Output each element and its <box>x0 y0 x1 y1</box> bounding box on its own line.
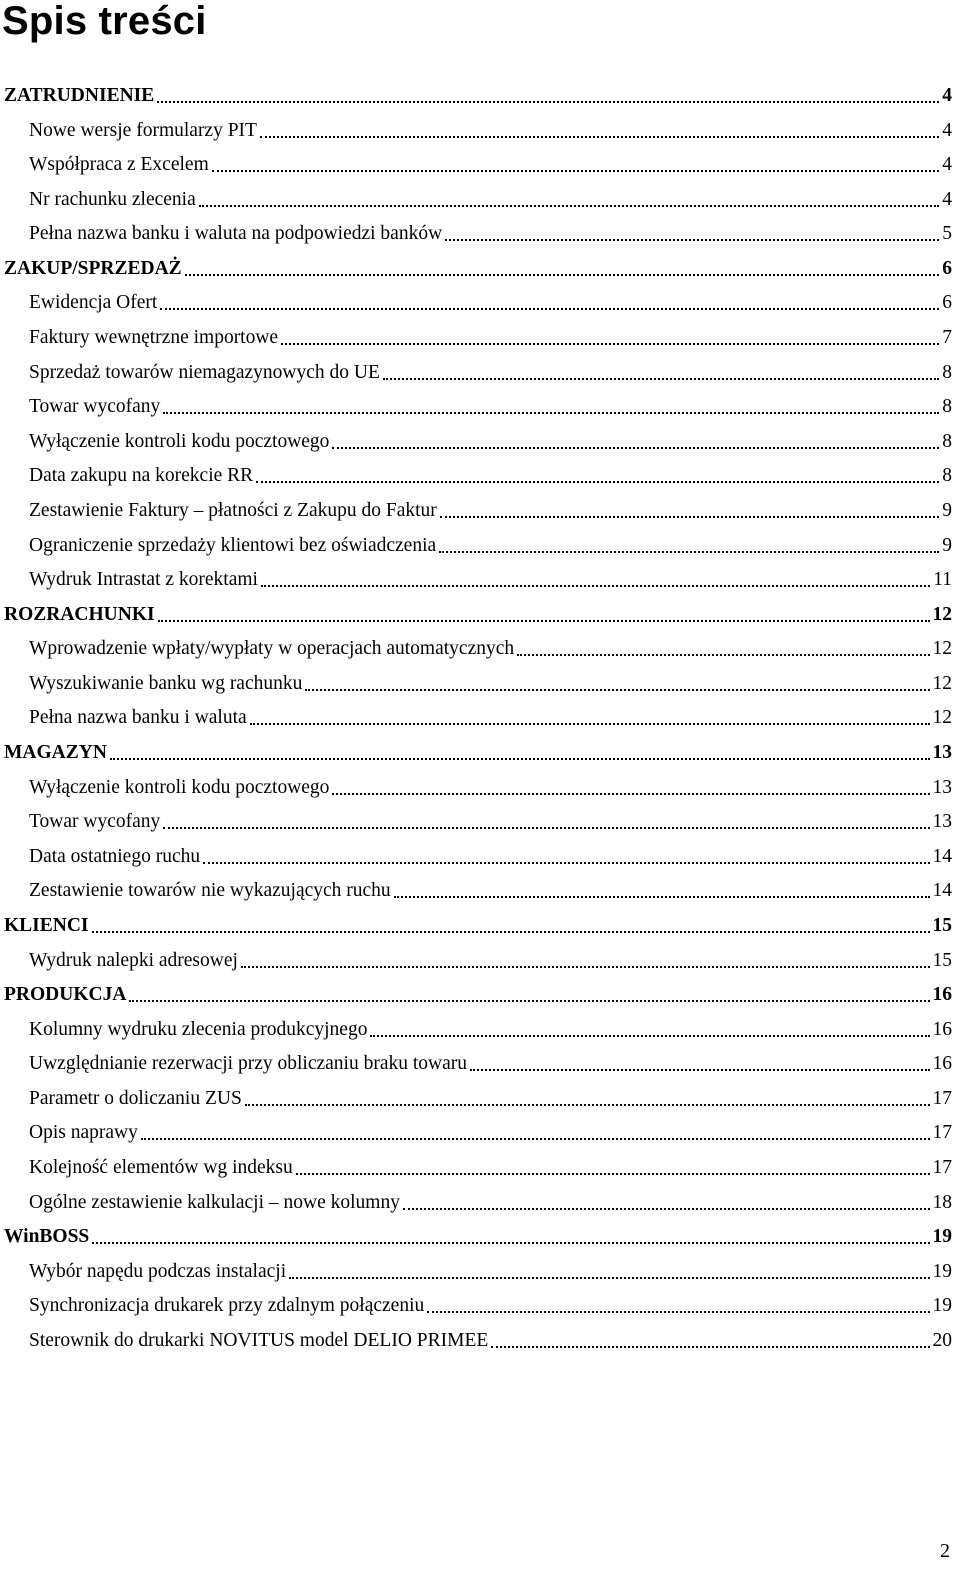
toc-entry-page: 4 <box>942 154 952 176</box>
toc-entry[interactable] <box>29 1257 952 1287</box>
toc-entry-label: Kolumny wydruku zlecenia produkcyjnego <box>29 1018 368 1040</box>
page-title: Spis treści <box>2 0 207 43</box>
toc-entry-page: 13 <box>932 776 952 798</box>
toc-entry-label: Parametr o doliczaniu ZUS <box>29 1087 242 1109</box>
toc-entry-page: 13 <box>932 811 952 833</box>
toc-section-entry[interactable] <box>4 1222 952 1252</box>
toc-entry[interactable] <box>29 116 952 146</box>
toc-entry-page: 19 <box>932 1295 952 1317</box>
toc-entry-page: 6 <box>942 292 952 314</box>
toc-entry-page: 16 <box>932 1018 952 1040</box>
toc-entry-page: 12 <box>932 707 952 729</box>
toc-dot-leader <box>332 447 939 449</box>
toc-entry-page: 11 <box>933 569 952 591</box>
toc-dot-leader <box>141 1138 930 1140</box>
toc-entry-label: Kolejność elementów wg indeksu <box>29 1156 293 1178</box>
toc-entry[interactable] <box>29 358 952 388</box>
toc-entry-page: 20 <box>932 1329 952 1351</box>
toc-entry-label: Wydruk nalepki adresowej <box>29 949 238 971</box>
toc-dot-leader <box>445 239 939 241</box>
toc-entry-label: Data zakupu na korekcie RR <box>29 465 254 487</box>
toc-dot-leader <box>160 308 939 310</box>
toc-entry[interactable] <box>29 1153 952 1183</box>
toc-entry[interactable] <box>29 288 952 318</box>
toc-entry-label: Wyłączenie kontroli kodu pocztowego <box>29 430 330 452</box>
toc-entry-page: 5 <box>942 223 952 245</box>
toc-dot-leader <box>158 620 930 622</box>
toc-entry-page: 8 <box>942 430 952 452</box>
toc-entry-page: 14 <box>932 880 952 902</box>
toc-section-entry[interactable] <box>4 254 952 284</box>
toc-dot-leader <box>185 274 940 276</box>
toc-dot-leader <box>261 585 930 587</box>
page-number: 2 <box>940 1540 950 1562</box>
toc-entry-label: MAGAZYN <box>4 742 107 764</box>
toc-entry[interactable] <box>29 496 952 526</box>
toc-section-entry[interactable] <box>4 600 952 630</box>
toc-entry-page: 15 <box>932 914 952 936</box>
toc-entry[interactable] <box>29 1049 952 1079</box>
toc-entry-page: 8 <box>942 465 952 487</box>
toc-dot-leader <box>427 1311 929 1313</box>
toc-dot-leader <box>383 378 939 380</box>
toc-entry-page: 19 <box>932 1260 952 1282</box>
toc-entry-label: Wydruk Intrastat z korektami <box>29 569 258 591</box>
toc-entry-label: Ewidencja Ofert <box>29 292 158 314</box>
toc-entry-page: 8 <box>942 396 952 418</box>
toc-entry[interactable] <box>29 1118 952 1148</box>
toc-entry-label: Wybór napędu podczas instalacji <box>29 1260 287 1282</box>
toc-entry-label: WinBOSS <box>4 1226 90 1248</box>
toc-entry-page: 16 <box>932 1053 952 1075</box>
toc-dot-leader <box>260 136 939 138</box>
toc-entry-label: KLIENCI <box>4 914 89 936</box>
toc-entry-label: Pełna nazwa banku i waluta na podpowiedzi banków <box>29 223 443 245</box>
toc-entry[interactable] <box>29 773 952 803</box>
toc-dot-leader <box>256 481 939 483</box>
toc-entry-page: 4 <box>942 119 952 141</box>
toc-dot-leader <box>92 931 930 933</box>
toc-entry-page: 14 <box>932 845 952 867</box>
toc-entry[interactable] <box>29 634 952 664</box>
toc-dot-leader <box>470 1069 929 1071</box>
toc-dot-leader <box>250 723 930 725</box>
toc-dot-leader <box>203 862 929 864</box>
toc-dot-leader <box>296 1173 930 1175</box>
toc-dot-leader <box>403 1208 930 1210</box>
toc-entry-label: Sterownik do drukarki NOVITUS model DELIO PRIMEE <box>29 1329 489 1351</box>
toc-entry-page: 4 <box>942 188 952 210</box>
toc-entry-label: Nowe wersje formularzy PIT <box>29 119 257 141</box>
toc-entry[interactable] <box>29 1291 952 1321</box>
toc-entry-label: Towar wycofany <box>29 396 161 418</box>
toc-entry-page: 18 <box>932 1191 952 1213</box>
toc-dot-leader <box>92 1242 929 1244</box>
toc-dot-leader <box>241 966 930 968</box>
toc-entry-page: 19 <box>932 1226 952 1248</box>
toc-entry[interactable] <box>29 427 952 457</box>
toc-entry[interactable] <box>29 150 952 180</box>
toc-section-entry[interactable] <box>4 911 952 941</box>
toc-dot-leader <box>163 412 939 414</box>
toc-entry-label: Towar wycofany <box>29 811 161 833</box>
toc-entry-page: 17 <box>932 1122 952 1144</box>
toc-entry-label: Sprzedaż towarów niemagazynowych do UE <box>29 361 380 383</box>
toc-entry-label: Wprowadzenie wpłaty/wypłaty w operacjach automatycznych <box>29 638 515 660</box>
toc-section-entry[interactable] <box>4 81 952 111</box>
toc-entry-label: Zestawienie Faktury – płatności z Zakupu do Faktur <box>29 499 437 521</box>
toc-entry-label: Data ostatniego ruchu <box>29 845 201 867</box>
toc-entry[interactable] <box>29 219 952 249</box>
toc-entry-page: 12 <box>932 603 952 625</box>
toc-entry[interactable] <box>29 1188 952 1218</box>
toc-entry[interactable] <box>29 531 952 561</box>
toc-entry-label: Ograniczenie sprzedaży klientowi bez oświadczenia <box>29 534 437 556</box>
toc-entry-page: 12 <box>932 672 952 694</box>
toc-entry[interactable] <box>29 946 952 976</box>
toc-entry-label: Opis naprawy <box>29 1122 138 1144</box>
toc-entry-page: 6 <box>942 257 952 279</box>
toc-entry-page: 16 <box>932 984 952 1006</box>
toc-dot-leader <box>517 654 929 656</box>
toc-entry-label: ROZRACHUNKI <box>4 603 155 625</box>
toc-entry-page: 7 <box>942 327 952 349</box>
toc-entry[interactable] <box>29 323 952 353</box>
toc-entry-page: 17 <box>932 1156 952 1178</box>
toc-entry-page: 9 <box>942 534 952 556</box>
toc-dot-leader <box>199 205 940 207</box>
toc-dot-leader <box>212 170 940 172</box>
toc-entry-page: 9 <box>942 499 952 521</box>
toc-section-entry[interactable] <box>4 980 952 1010</box>
toc-entry-label: Zestawienie towarów nie wykazujących ruchu <box>29 880 391 902</box>
toc-entry[interactable] <box>29 565 952 595</box>
toc-entry-page: 15 <box>932 949 952 971</box>
toc-dot-leader <box>245 1104 930 1106</box>
toc-entry[interactable] <box>29 703 952 733</box>
toc-entry[interactable] <box>29 669 952 699</box>
toc-entry-page: 8 <box>942 361 952 383</box>
toc-dot-leader <box>289 1277 929 1279</box>
toc-entry-label: Pełna nazwa banku i waluta <box>29 707 247 729</box>
toc-entry-label: Uwzględnianie rezerwacji przy obliczaniu braku towaru <box>29 1053 468 1075</box>
toc-dot-leader <box>370 1035 929 1037</box>
toc-dot-leader <box>439 551 939 553</box>
toc-dot-leader <box>332 793 929 795</box>
toc-entry-label: Synchronizacja drukarek przy zdalnym połączeniu <box>29 1295 425 1317</box>
toc-entry-label: ZAKUP/SPRZEDAŻ <box>4 257 182 279</box>
toc-entry-label: Wyszukiwanie banku wg rachunku <box>29 672 303 694</box>
toc-dot-leader <box>163 827 929 829</box>
toc-dot-leader <box>394 896 930 898</box>
toc-entry[interactable] <box>29 842 952 872</box>
toc-entry-label: PRODUKCJA <box>4 984 127 1006</box>
toc-dot-leader <box>281 343 939 345</box>
toc-entry[interactable] <box>29 392 952 422</box>
toc-entry[interactable] <box>29 876 952 906</box>
toc-dot-leader <box>157 101 939 103</box>
toc-dot-leader <box>305 689 929 691</box>
toc-dot-leader <box>440 516 939 518</box>
toc-entry-page: 17 <box>932 1087 952 1109</box>
toc-dot-leader <box>110 758 930 760</box>
toc-entry[interactable] <box>29 1015 952 1045</box>
toc-entry-label: Faktury wewnętrzne importowe <box>29 327 279 349</box>
toc-dot-leader <box>491 1346 929 1348</box>
toc-section-entry[interactable] <box>4 738 952 768</box>
toc-entry-label: Wyłączenie kontroli kodu pocztowego <box>29 776 330 798</box>
toc-entry-label: Nr rachunku zlecenia <box>29 188 196 210</box>
toc-entry[interactable] <box>29 807 952 837</box>
toc-dot-leader <box>129 1000 929 1002</box>
toc-entry[interactable] <box>29 185 952 215</box>
toc-entry[interactable] <box>29 1326 952 1356</box>
toc-entry-label: Współpraca z Excelem <box>29 154 209 176</box>
toc-entry-page: 4 <box>942 85 952 106</box>
toc-entry-page: 13 <box>932 742 952 764</box>
toc-entry-page: 12 <box>932 638 952 660</box>
toc-entry-label: ZATRUDNIENIE <box>4 85 155 106</box>
toc-entry-label: Ogólne zestawienie kalkulacji – nowe kolumny <box>29 1191 400 1213</box>
toc-entry[interactable] <box>29 461 952 491</box>
toc-entry[interactable] <box>29 1084 952 1114</box>
